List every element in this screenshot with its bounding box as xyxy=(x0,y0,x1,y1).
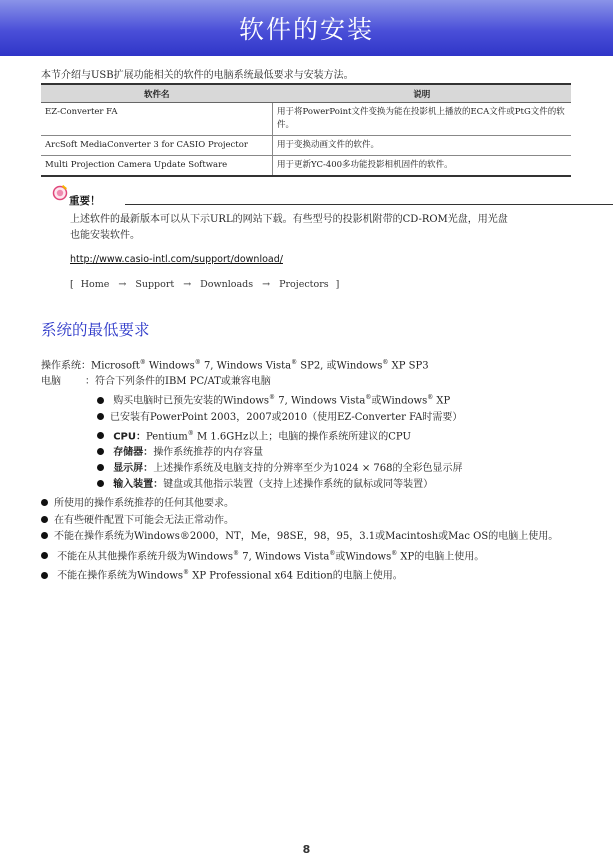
software-name: ArcSoft MediaConverter 3 for CASIO Projector xyxy=(41,136,273,156)
note-item: 所使用的操作系统推荐的任何其他要求。 xyxy=(41,496,601,513)
section-heading: 系统的最低要求 xyxy=(41,321,150,339)
note-item: 不能在操作系统为Windows® XP Professional x64 Edition的电脑上使用。 xyxy=(41,565,601,585)
os-requirement: 操作系统：Microsoft® Windows® 7, Windows Vista® SP2, 或Windows® XP SP3 xyxy=(41,359,429,372)
table-row xyxy=(41,103,571,136)
cpu-item: CPU：Pentium® M 1.6GHz以上；电脑的操作系统所建议的CPU xyxy=(41,426,581,445)
table-row xyxy=(41,156,571,177)
important-icon xyxy=(52,185,68,201)
display-item: 显示屏：上述操作系统及电脑支持的分辨率至少为1024 × 768的全彩色显示屏 xyxy=(41,461,581,477)
requirements-list xyxy=(41,355,581,493)
note-item: 不能在从其他操作系统升级为Windows® 7, Windows Vista®或Windows® XP的电脑上使用。 xyxy=(41,546,601,566)
column-header-name: 软件名 xyxy=(41,84,273,103)
storage-item: 存储器：操作系统推荐的内存容量 xyxy=(41,445,581,461)
breadcrumb-item: Home xyxy=(80,279,110,290)
software-name: Multi Projection Camera Update Software xyxy=(41,156,273,177)
important-label: 重要！ xyxy=(69,195,101,207)
notes-list xyxy=(41,496,601,585)
breadcrumb-separator: → xyxy=(183,279,192,290)
breadcrumb-separator: → xyxy=(262,279,271,290)
preinstalled-item: 购买电脑时已预先安装的Windows® 7, Windows Vista®或Windows® XP xyxy=(41,390,581,409)
input-item: 输入装置：键盘或其他指示装置（支持上述操作系统的鼠标或同等装置） xyxy=(41,477,581,493)
title-banner xyxy=(0,0,613,56)
download-url-link[interactable]: http://www.casio-intl.com/support/download/ xyxy=(70,254,283,265)
software-table xyxy=(41,83,571,177)
breadcrumb-separator: → xyxy=(118,279,127,290)
software-description: 用于变换动画文件的软件。 xyxy=(273,136,572,156)
page-number: 8 xyxy=(302,843,311,856)
note-item: 在有些硬件配置下可能会无法正常动作。 xyxy=(41,513,601,530)
intro-text: 本节介绍与USB扩展功能相关的软件的电脑系统最低要求与安装方法。 xyxy=(41,70,354,81)
note-item: 不能在操作系统为Windows®2000，NT，Me，98SE，98，95，3.1或Macintosh或Mac OS的电脑上使用。 xyxy=(41,529,601,546)
breadcrumb-item: Downloads xyxy=(200,279,254,290)
powerpoint-item: 已安装有PowerPoint 2003，2007或2010（使用EZ-Converter FA时需要） xyxy=(41,410,581,426)
important-text: 上述软件的最新版本可以从下示URL的网站下载。有些型号的投影机附带的CD-ROM光盘，用光盘 也能安装软件。 xyxy=(70,214,508,241)
breadcrumb-item: Projectors xyxy=(279,279,329,290)
software-description: 用于更新YC-400多功能投影相机固件的软件。 xyxy=(273,156,572,177)
table-header-row xyxy=(41,84,571,103)
software-name: EZ-Converter FA xyxy=(41,103,273,136)
pc-requirement: 电脑 ：符合下列条件的IBM PC/AT或兼容电脑 xyxy=(41,376,271,388)
page-title: 软件的安装 xyxy=(238,15,374,44)
breadcrumb-item: Support xyxy=(135,279,175,290)
column-header-description: 说明 xyxy=(273,84,572,103)
breadcrumb: [ Home → Support → Downloads → Projectors ] xyxy=(70,279,340,290)
table-row xyxy=(41,136,571,156)
software-description: 用于将PowerPoint文件变换为能在投影机上播放的ECA文件或PtG文件的软件。 xyxy=(273,103,572,136)
important-rule xyxy=(125,204,613,205)
